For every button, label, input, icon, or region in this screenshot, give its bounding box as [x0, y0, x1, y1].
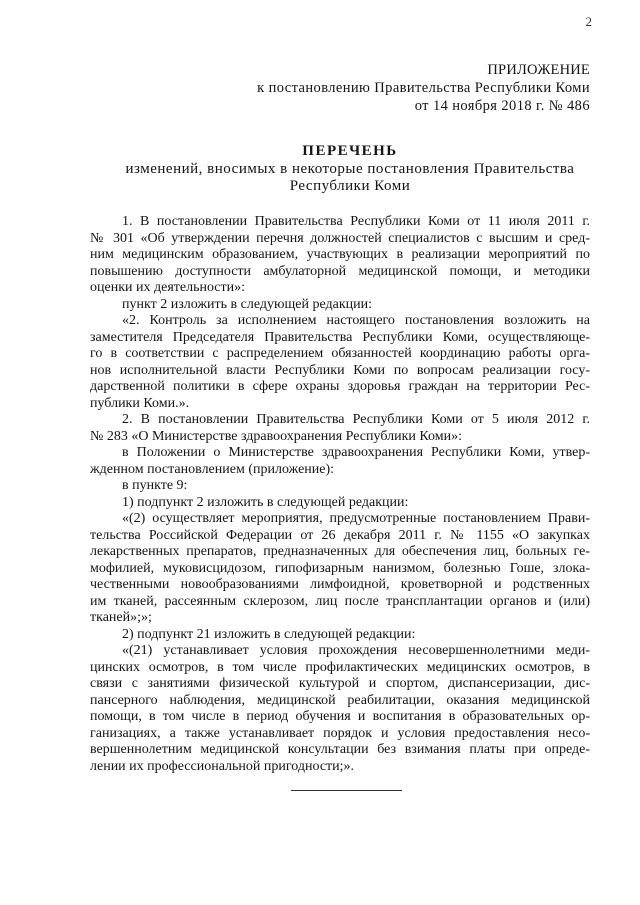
text-line: оценки их деятельности»: [90, 280, 246, 295]
text-line: публики Коми.». [90, 395, 190, 411]
title-subtitle-line: Республики Коми [289, 178, 411, 194]
document-body [90, 214, 590, 775]
title-subtitle-line: изменений, вносимых в некоторые постановления Правительства [125, 160, 575, 177]
text-line: тельства Российской Федерации от 26 декабря 2011 г. № 1155 «О закупках [90, 527, 590, 543]
appendix-label: ПРИЛОЖЕНИЕ [487, 62, 590, 78]
text-line: тканей»;»; [90, 610, 152, 625]
end-separator-line [291, 790, 402, 791]
paragraph [90, 412, 590, 445]
text-line: жденном постановлением (приложение): [90, 461, 335, 477]
paragraph [90, 643, 590, 775]
document-title: ПЕРЕЧЕНЬ [302, 143, 398, 159]
text-line: в Положении о Министерстве здравоохранения Республики Коми, утвер- [122, 445, 590, 460]
text-line: 1) подпункт 2 изложить в следующей редакции: [122, 494, 409, 510]
text-line: мофилией, муковисцидозом, гипофизарным нанизмом, болезнью Гоше, злока- [90, 560, 590, 576]
paragraph [90, 627, 590, 644]
text-line: 2. В постановлении Правительства Республики Коми от 5 июля 2012 г. [122, 412, 590, 427]
paragraph [90, 214, 590, 297]
text-line: 2) подпункт 21 изложить в следующей редакции: [122, 626, 416, 642]
text-line: «(21) устанавливает условия прохождения несовершеннолетними меди- [122, 643, 590, 658]
text-line: вершеннолетним медицинской консультации без взимания платы при опреде- [90, 742, 590, 757]
text-line: чественными новообразованиями лимфоидной, кроветворной и родственных [90, 577, 590, 592]
text-line: дарственной политики в сфере охраны здоровья граждан на территории Рес- [90, 379, 590, 394]
text-line: «(2) осуществляет мероприятия, предусмотренные постановлением Прави- [122, 511, 590, 526]
appendix-resolution-line: к постановлению Правительства Республики Коми [257, 80, 590, 96]
paragraph [90, 511, 590, 627]
paragraph [90, 495, 590, 512]
text-line: № 301 «Об утверждении перечня должностей специалистов с высшим и сред- [90, 230, 590, 246]
page-number: 2 [585, 14, 592, 29]
text-line: в пункте 9: [122, 478, 188, 493]
paragraph [90, 313, 590, 412]
text-line: заместителя Председателя Правительства Республики Коми, осуществляюще- [90, 329, 590, 345]
text-line: цинских осмотров, в том числе профилактических медицинских осмотров, в [90, 659, 590, 675]
paragraph [90, 478, 590, 495]
text-line: помощи, в том числе в период обучения и воспитания в образовательных ор- [90, 709, 590, 724]
text-line: нов исполнительной власти Республики Коми по вопросам реализации госу- [90, 362, 590, 378]
text-line: ганизациях, а также устанавливает порядок и условия предоставления несо- [90, 725, 590, 741]
paragraph [90, 445, 590, 478]
text-line: пансерного наблюдения, медицинской реабилитации, оказания медицинской [90, 692, 590, 708]
text-line: лении их профессиональной пригодности;». [90, 758, 355, 774]
text-line: связи с занятиями физической культурой и спортом, диспансеризации, дис- [90, 676, 590, 691]
text-line: «2. Контроль за исполнением настоящего постановления возложить на [122, 313, 590, 328]
paragraph [90, 297, 590, 314]
text-line: го в соответствии с распределением обязанностей координацию работы орга- [90, 346, 590, 361]
text-line: № 283 «О Министерстве здравоохранения Республики Коми»: [90, 428, 462, 444]
text-line: лекарственных препаратов, предназначенных для обеспечения лиц, больных ге- [90, 544, 590, 559]
text-line: им тканей, рассеянным склерозом, лиц после трансплантации органов и (или) [90, 593, 590, 609]
appendix-date-number-line: от 14 ноября 2018 г. № 486 [414, 98, 590, 114]
text-line: пункт 2 изложить в следующей редакции: [122, 296, 372, 312]
appendix-header [257, 61, 590, 115]
text-line: повышению доступности амбулаторной медицинской помощи, и методики [90, 263, 590, 279]
text-line: 1. В постановлении Правительства Республики Коми от 11 июля 2011 г. [122, 214, 590, 229]
document-title-block [110, 143, 590, 196]
text-line: ним медицинским образованием, участвующих в реализации мероприятий по [90, 247, 590, 262]
